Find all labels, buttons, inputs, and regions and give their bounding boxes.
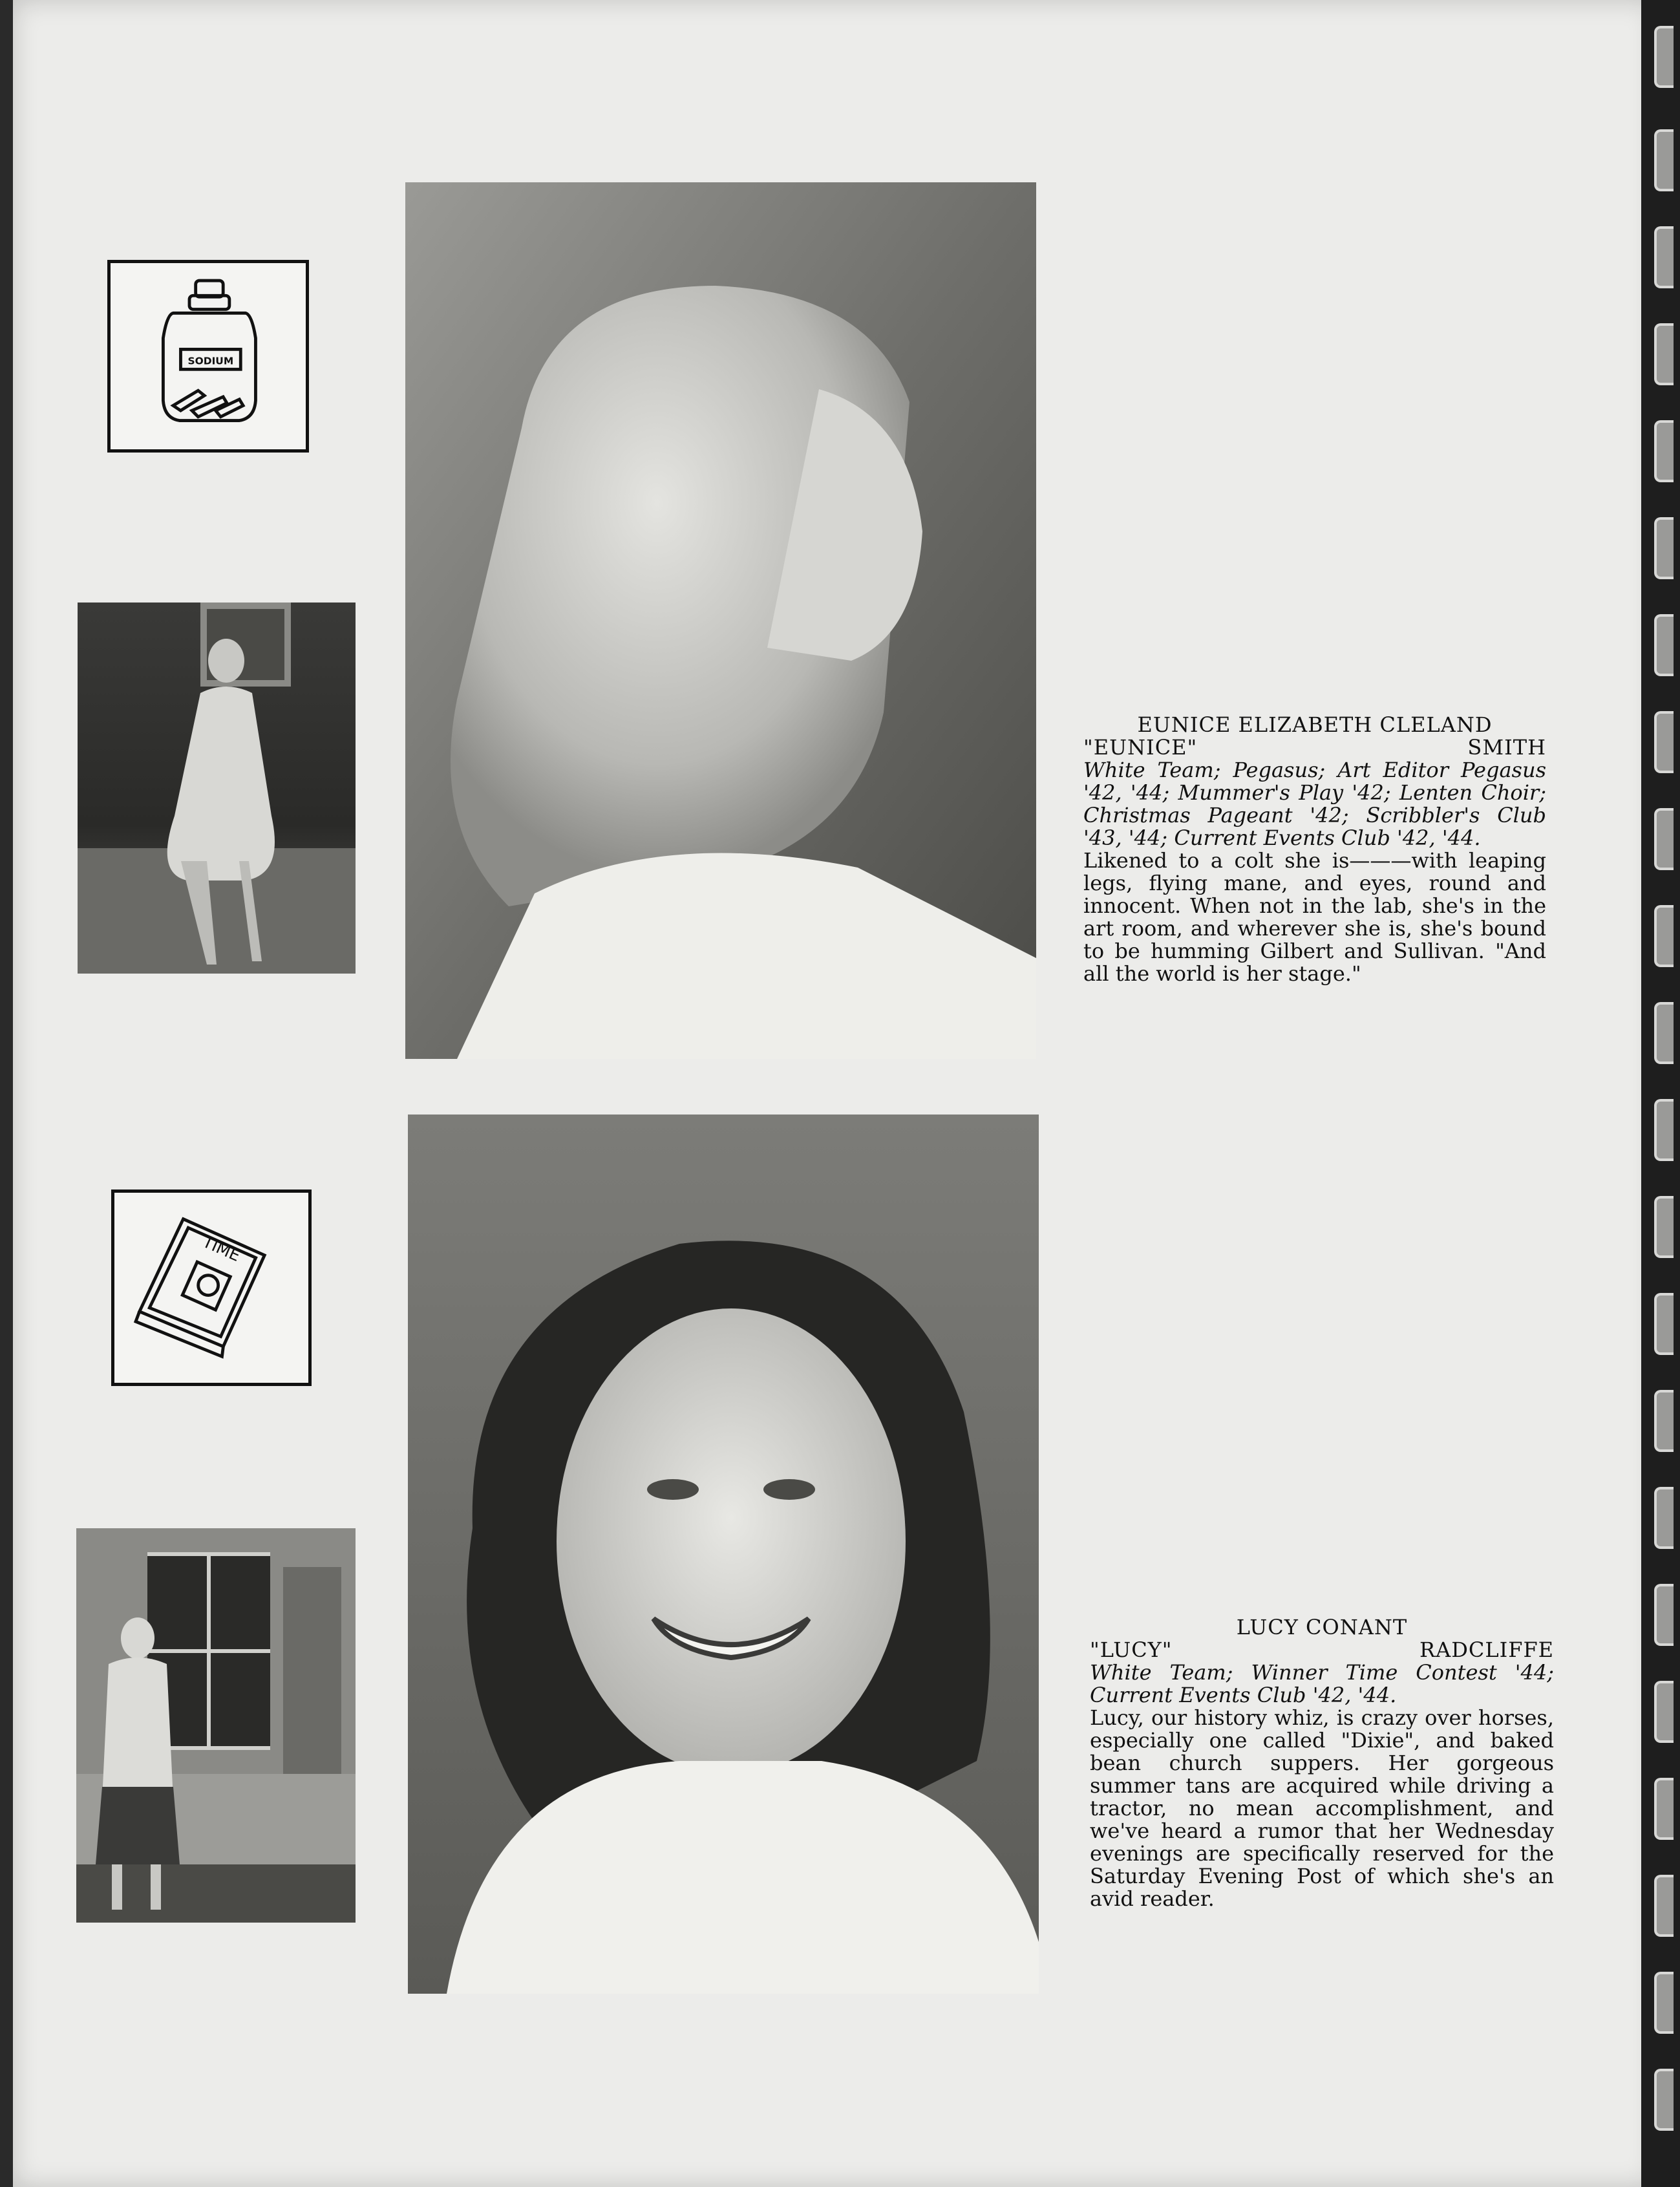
student-activities: White Team; Winner Time Contest '44; Current Events Club '42, '44.	[1090, 1660, 1554, 1707]
sodium-label: SODIUM	[187, 355, 234, 367]
time-magazine-frame	[111, 1190, 312, 1386]
student-name: EUNICE ELIZABETH CLELAND	[1137, 712, 1493, 737]
spiral-binding	[1641, 0, 1680, 2187]
time-label: TIME	[200, 1232, 244, 1266]
student-nickname: "EUNICE"	[1083, 735, 1198, 760]
student-nickname: "LUCY"	[1090, 1638, 1173, 1662]
student-name: LUCY CONANT	[1236, 1615, 1408, 1639]
bio-lucy	[1090, 1616, 1554, 1910]
yearbook-page	[13, 0, 1655, 2187]
student-bio: Likened to a colt she is———with leaping legs, flying mane, and eyes, round and innocent. When not in the lab, she's in the art room, and wherever she is, she's bound to be humming Gilbert and Sullivan. "And all the world is her stage."	[1083, 848, 1546, 986]
candid-photo-lucy	[76, 1528, 356, 1923]
nickname-row	[1090, 1639, 1554, 1661]
sodium-jar-icon	[111, 263, 306, 449]
nickname-row	[1083, 736, 1546, 759]
sodium-jar-frame	[107, 260, 309, 453]
student-surname: SMITH	[1467, 735, 1546, 760]
time-magazine-icon	[114, 1193, 308, 1383]
student-surname: RADCLIFFE	[1419, 1638, 1554, 1662]
portrait-eunice	[405, 182, 1036, 1059]
student-bio: Lucy, our history whiz, is crazy over horses, especially one called "Dixie", and baked bean church suppers. Her gorgeous summer tans are acquired while driving a tractor, no mean accomplishment, and we've heard a rumor that her Wednesday evenings are specifically reserved for the Saturday Evening Post of which she's an avid reader.	[1090, 1705, 1554, 1911]
student-activities: White Team; Pegasus; Art Editor Pegasus '42, '44; Mummer's Play '42; Lenten Choir; Christmas Pageant '42; Scribbler's Club '43, '44; Current Events Club '42, '44.	[1083, 758, 1546, 850]
portrait-lucy	[408, 1115, 1039, 1994]
bio-eunice	[1083, 714, 1546, 985]
candid-photo-eunice	[78, 603, 356, 974]
